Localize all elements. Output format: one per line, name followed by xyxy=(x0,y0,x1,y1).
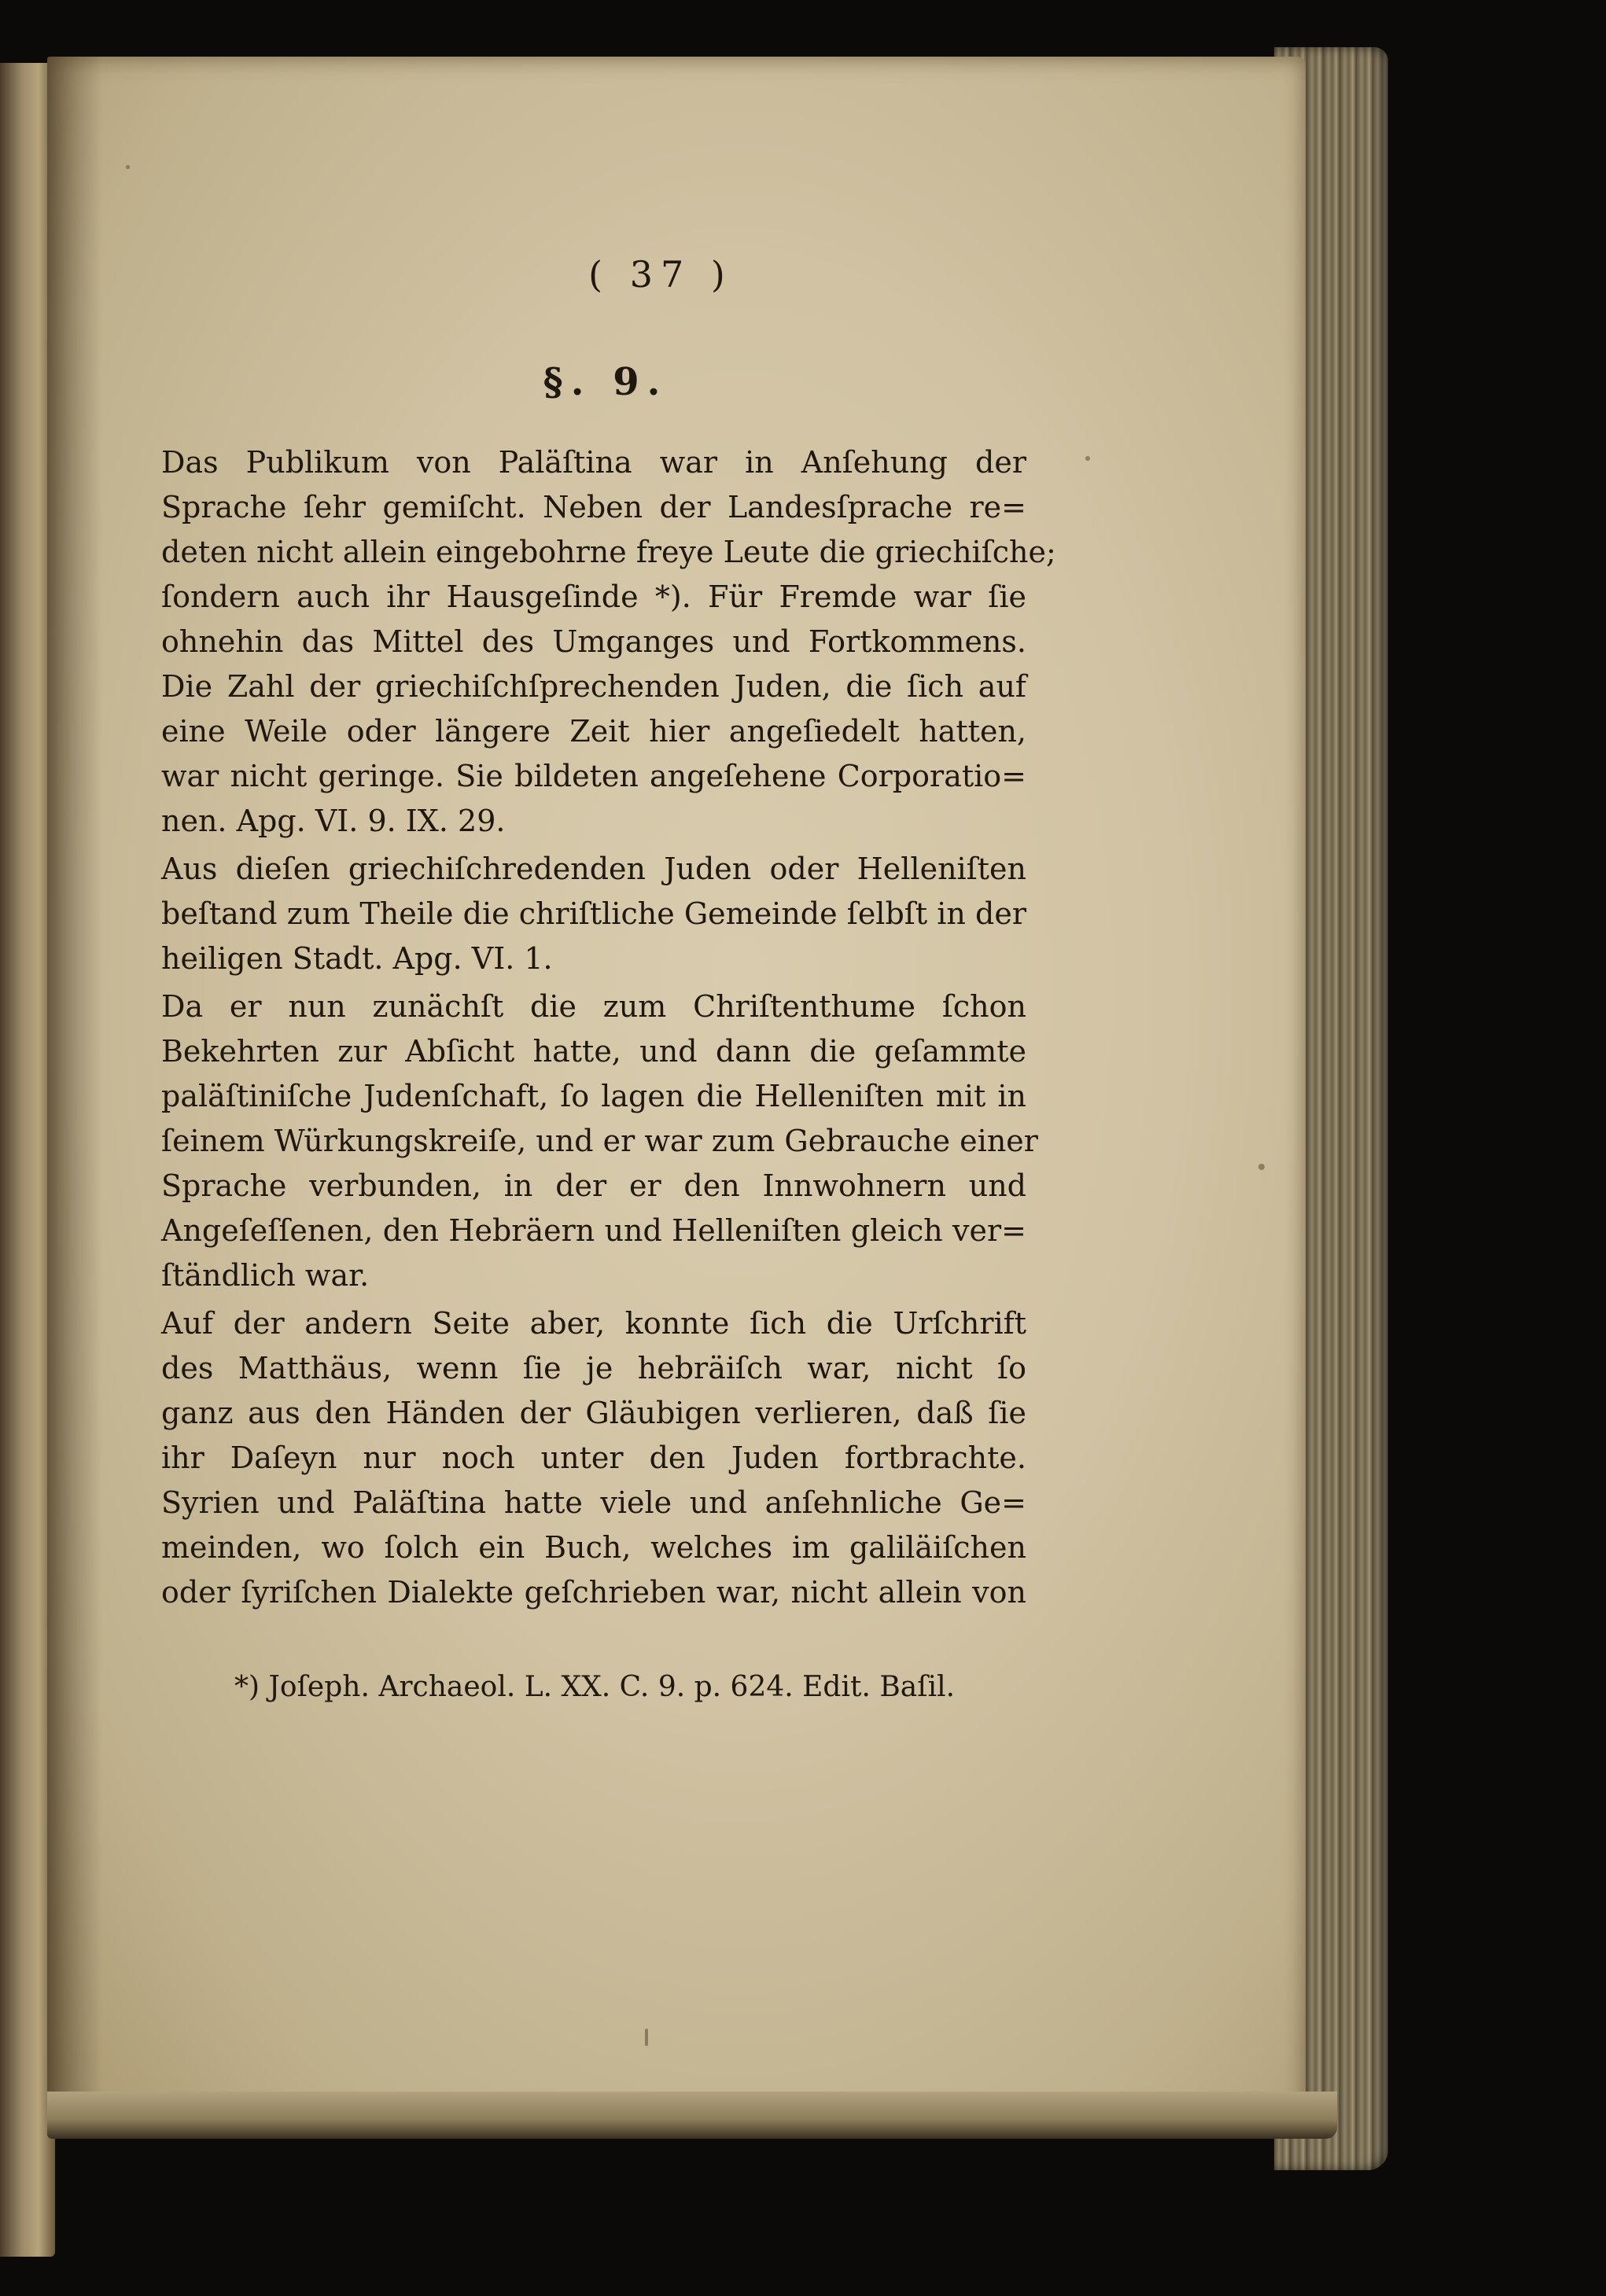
page-bottom-edge xyxy=(47,2092,1337,2139)
text-line: des Matthäus, wenn ſie je hebräiſch war, nicht ſo xyxy=(161,1351,1026,1385)
text-line: ganz aus den Händen der Gläubigen verlieren, daß ſie xyxy=(161,1396,1026,1430)
text-line: ſondern auch ihr Hausgeſinde *). Für Fremde war ſie xyxy=(161,580,1026,614)
text-line: Auf der andern Seite aber, konnte ſich die Urſchrift xyxy=(161,1306,1026,1341)
text-line: Sprache ſehr gemiſcht. Neben der Landesſprache re= xyxy=(161,490,1026,524)
paragraph xyxy=(161,440,1056,844)
paper-fleck xyxy=(126,165,130,169)
text-line: eine Weile oder längere Zeit hier angeſiedelt hatten, xyxy=(161,714,1026,749)
text-line: ihr Daſeyn nur noch unter den Juden fortbrachte. xyxy=(161,1441,1026,1475)
body-text xyxy=(161,440,1056,1615)
paragraph xyxy=(161,847,1026,981)
paper-fleck xyxy=(1085,456,1090,461)
text-line: ſtändlich war. xyxy=(161,1258,370,1293)
page-number-header: ( 37 ) xyxy=(588,253,733,296)
text-line: heiligen Stadt. Apg. VI. 1. xyxy=(161,941,553,976)
footnote: *) Joſeph. Archaeol. L. XX. C. 9. p. 624. Edit. Baſil. xyxy=(234,1671,956,1703)
text-line: Syrien und Paläſtina hatte viele und anſehnliche Ge= xyxy=(161,1485,1026,1520)
text-line: Aus dieſen griechiſchredenden Juden oder Helleniſten xyxy=(161,852,1026,886)
text-line: ohnehin das Mittel des Umganges und Fortkommens. xyxy=(161,624,1026,659)
paper-fleck xyxy=(1258,1164,1265,1170)
text-line: paläſtiniſche Judenſchaft, ſo lagen die Helleniſten mit in xyxy=(161,1079,1026,1113)
text-line: war nicht geringe. Sie bildeten angeſehene Corporatio= xyxy=(161,759,1026,793)
text-line: beſtand zum Theile die chriſtliche Gemeinde ſelbſt in der xyxy=(161,896,1026,931)
text-line: meinden, wo ſolch ein Buch, welches im galiläiſchen xyxy=(161,1530,1026,1565)
text-line: deten nicht allein eingebohrne freye Leute die griechiſche; xyxy=(161,535,1056,569)
text-line: Da er nun zunächſt die zum Chriſtenthume ſchon xyxy=(161,989,1026,1024)
paragraph xyxy=(161,984,1038,1298)
text-line: Die Zahl der griechiſchſprechenden Juden, die ſich auf xyxy=(161,669,1026,704)
text-line: ſeinem Würkungskreiſe, und er war zum Gebrauche einer xyxy=(161,1124,1038,1158)
text-line: oder ſyriſchen Dialekte geſchrieben war, nicht allein von xyxy=(161,1575,1026,1610)
paragraph xyxy=(161,1301,1026,1615)
text-line: Das Publikum von Paläſtina war in Anſehung der xyxy=(161,445,1026,480)
text-line: Sprache verbunden, in der er den Innwohnern und xyxy=(161,1168,1026,1203)
paper-fleck xyxy=(645,2029,648,2046)
text-line: nen. Apg. VI. 9. IX. 29. xyxy=(161,804,506,838)
text-line: Bekehrten zur Abſicht hatte, und dann die geſammte xyxy=(161,1034,1026,1069)
section-heading: §. 9. xyxy=(543,360,669,404)
text-line: Angeſeſſenen, den Hebräern und Helleniſten gleich ver= xyxy=(161,1213,1026,1248)
